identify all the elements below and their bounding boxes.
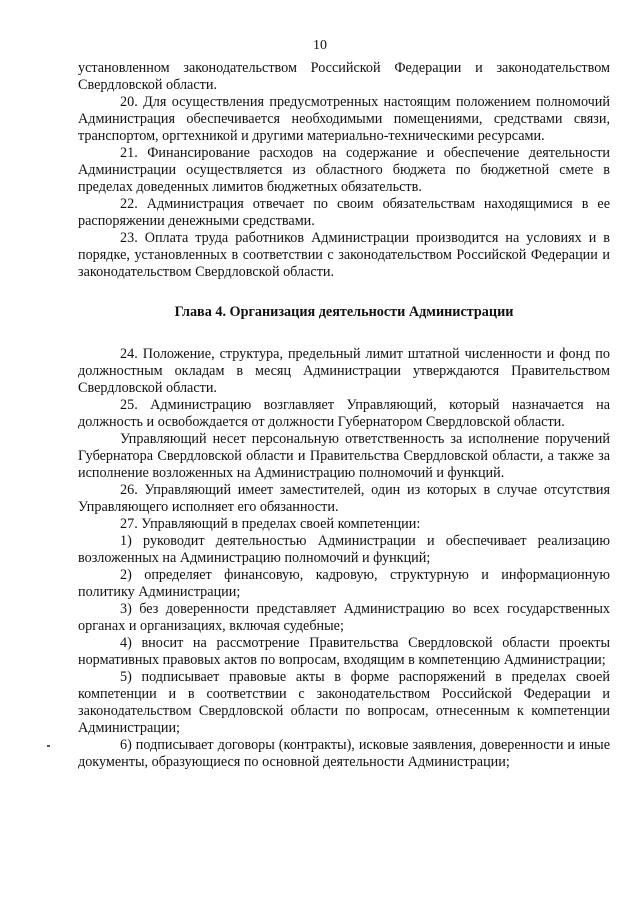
- paragraph: 26. Управляющий имеет заместителей, один из которых в случае отсутствия Управляющего исполняет его обязанности.: [78, 482, 610, 515]
- paragraph: 3) без доверенности представляет Администрацию во всех государственных органах и организациях, включая судебные;: [78, 601, 610, 634]
- paragraph: 23. Оплата труда работников Администрации производится на условиях и в порядке, установленных в соответствии с законодательством Российской Федерации и законодательством Свердловской области.: [78, 230, 610, 280]
- paragraph: 5) подписывает правовые акты в форме распоряжений в пределах своей компетенции и в соответствии с законодательством Российской Федерации и законодательством Свердловской области по вопросам, отнесенным к компетенции Администрации;: [78, 669, 610, 736]
- paragraphs-after-heading: [78, 346, 610, 771]
- paragraph: 2) определяет финансовую, кадровую, структурную и информационную политику Администрации;: [78, 567, 610, 600]
- paragraph: 20. Для осуществления предусмотренных настоящим положением полномочий Администрация обеспечивается необходимыми помещениями, средствами связи, транспортом, оргтехникой и другими материально-техническими ресурсами.: [78, 94, 610, 144]
- paragraph: 1) руководит деятельностью Администрации и обеспечивает реализацию возложенных на Администрацию полномочий и функций;: [78, 533, 610, 566]
- paragraph: 27. Управляющий в пределах своей компетенции:: [120, 516, 421, 532]
- paragraph: 4) вносит на рассмотрение Правительства Свердловской области проекты нормативных правовых актов по вопросам, входящим в компетенцию Администрации;: [78, 635, 610, 668]
- page-number: 10: [313, 38, 327, 53]
- chapter-heading: Глава 4. Организация деятельности Администрации: [174, 304, 514, 320]
- paragraph: 25. Администрацию возглавляет Управляющий, который назначается на должность и освобождается от должности Губернатором Свердловской области.: [78, 397, 610, 430]
- paragraph: 24. Положение, структура, предельный лимит штатной численности и фонд по должностным окладам в месяц Администрации утверждаются Правительством Свердловской области.: [78, 346, 610, 396]
- paragraph: 21. Финансирование расходов на содержание и обеспечение деятельности Администрации осуществляется из областного бюджета по бюджетной смете в пределах доведенных лимитов бюджетных обязательств.: [78, 145, 610, 195]
- document-body: [78, 60, 610, 771]
- margin-mark: [47, 745, 50, 747]
- paragraphs-before-heading: [78, 60, 610, 281]
- paragraph: 22. Администрация отвечает по своим обязательствам находящимися в ее распоряжении денежными средствами.: [78, 196, 610, 229]
- paragraph: установленном законодательством Российской Федерации и законодательством Свердловской области.: [78, 60, 610, 93]
- paragraph: Управляющий несет персональную ответственность за исполнение поручений Губернатора Свердловской области и Правительства Свердловской области, а также за исполнение возложенных на Администрацию полномочий и функций.: [78, 431, 610, 481]
- paragraph: 6) подписывает договоры (контракты), исковые заявления, доверенности и иные документы, образующиеся по основной деятельности Администрации;: [78, 737, 610, 770]
